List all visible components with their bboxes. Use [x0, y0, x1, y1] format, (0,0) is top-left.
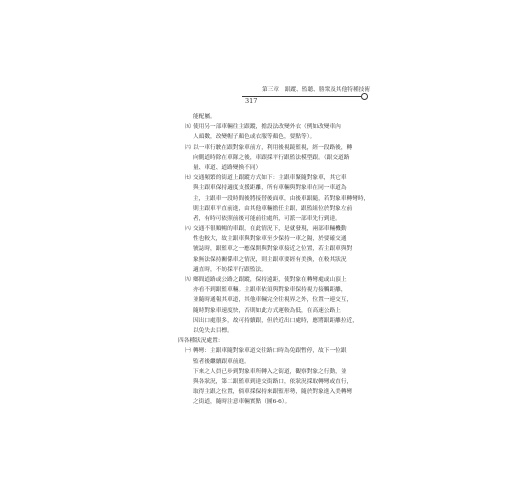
- item-marker: ㈧: [185, 226, 191, 233]
- line-text: 人頭數，改變帽子顏色或衣服等顏色，要點等）。: [193, 134, 316, 141]
- list-item-line: [0, 122, 520, 132]
- text-line: [0, 265, 520, 275]
- line-text: 性也較大，故主跟車與對象車至少保持一車之隔，於要確交通: [193, 236, 347, 243]
- line-text: 交通不很順暢的車跟，在此情況下，是就發現，兩部車輛機動: [193, 226, 347, 233]
- text-line: [0, 316, 520, 326]
- line-text: 向側道時除在車隊之後，車跟採平行跟監法模型跟。（跟交道路: [193, 154, 350, 161]
- line-text: 號誌時，跟監車之一應保開與對象車接近之位置，若主跟車與對: [193, 246, 353, 253]
- section-heading-text: 各種狀況處置：: [183, 338, 224, 345]
- page-number: 317: [245, 97, 258, 105]
- line-text: 量、車道、道路變換不同）: [193, 164, 262, 171]
- chapter-title: 第三章 跟蹤、監聽、勝衆及其他特種技術: [262, 87, 371, 93]
- line-text: 主，主跟車一段時間後將接替後面車，由後車跟隨，若對象車轉彎時，: [193, 195, 370, 202]
- text-line: [0, 326, 520, 336]
- text-line: [0, 377, 520, 387]
- list-item-line: [0, 275, 520, 285]
- text-line: [0, 183, 520, 193]
- item-marker: ㈠: [185, 348, 191, 355]
- line-text: 者，有時可依照前後可能前往處所，可派一部車先行到達。: [193, 215, 341, 222]
- line-text: 取得主跟之位置，倘車採保持來跟監形勢，隨於對象進入美轉彎: [193, 389, 353, 396]
- line-text: 因出口處很多，故可持續跟，但於近出口處時，應將跟距離拉近，: [193, 317, 358, 324]
- item-marker: ㈨: [185, 277, 191, 283]
- line-text: 交通頻繁的街道上跟蹤方式如下：主跟車緊隨對象車，其它車: [193, 175, 347, 182]
- body-text: [0, 112, 520, 407]
- text-line: [0, 295, 520, 305]
- line-text: 並隨時通報其車道，其他車輛完全往視界之外，位置一連交互，: [193, 297, 353, 304]
- text-line: [0, 387, 520, 397]
- text-line: [0, 163, 520, 173]
- line-text: 象無法保持關係車之情況，則主跟車要經有美換，在較其狀況: [193, 256, 347, 263]
- text-line: [0, 214, 520, 224]
- line-text: 亦看不到跟監車輛。主跟車依須與對象車保持視力接觸距離，: [193, 287, 347, 294]
- text-line: [0, 285, 520, 295]
- line-text: 以一車行駛在跟對象車前方，利用後視鏡監視，經一段路後，轉: [193, 144, 353, 151]
- line-text: 能配屬。: [193, 114, 216, 120]
- list-item-line: [0, 224, 520, 234]
- list-item-line: [0, 346, 520, 356]
- list-item-line: [0, 173, 520, 183]
- text-line: [0, 194, 520, 204]
- item-marker: ㈤: [185, 124, 191, 131]
- line-text: 以免失去目標。: [193, 327, 233, 334]
- text-line: [0, 397, 520, 407]
- line-text: 下來之人員已步到對象車所轉入之街道，觀察對象之行動，並: [193, 368, 347, 375]
- header-rule: [242, 96, 361, 97]
- line-text: 監者後繼續跟車前進。: [193, 358, 250, 365]
- text-line: [0, 153, 520, 163]
- text-line: [0, 204, 520, 214]
- text-line: [0, 112, 520, 122]
- text-line: [0, 234, 520, 244]
- line-text: 適直時，不妨採平行跟監法。: [193, 266, 267, 273]
- list-item-line: [0, 143, 520, 153]
- line-text: 轉彎：主跟車隨對象車道交往路口時為免跟暫停，故下一位跟: [193, 348, 347, 355]
- line-text: 鄉間道路或公路之跟蹤，保持遠距，使對象在轉彎處或山頂上: [193, 277, 347, 283]
- text-line: [0, 255, 520, 265]
- text-line: [0, 357, 520, 367]
- text-line: [0, 306, 520, 316]
- section-heading: [0, 336, 520, 346]
- item-marker: ㈥: [185, 144, 191, 151]
- line-text: 則主跟車平直前進，由其他車輛擔任主跟，跟監組位於對象左前: [193, 205, 353, 212]
- section-marker: 四: [178, 338, 184, 345]
- line-text: 與各狀況，第二跟監車到達交街路口，依狀況採取轉彎或直行，: [193, 378, 353, 385]
- text-line: [0, 132, 520, 142]
- text-line: [0, 367, 520, 377]
- header-ornament-icon: [361, 93, 368, 100]
- line-text: 與主跟車保持適度支援距離，所有車輛與對象車在同一車道為: [193, 185, 347, 192]
- text-line: [0, 244, 520, 254]
- item-marker: ㈦: [185, 175, 191, 182]
- line-text: 使用另一部車輛往主跟蹤，擔設法改變外衣（例如改變車內: [193, 124, 341, 131]
- line-text: 之街道，隨時注意車輛實點（圖6-6）。: [193, 399, 291, 406]
- line-text: 隨時對象車速度快，否則如此方式運較為低，在高速公路上: [193, 307, 341, 314]
